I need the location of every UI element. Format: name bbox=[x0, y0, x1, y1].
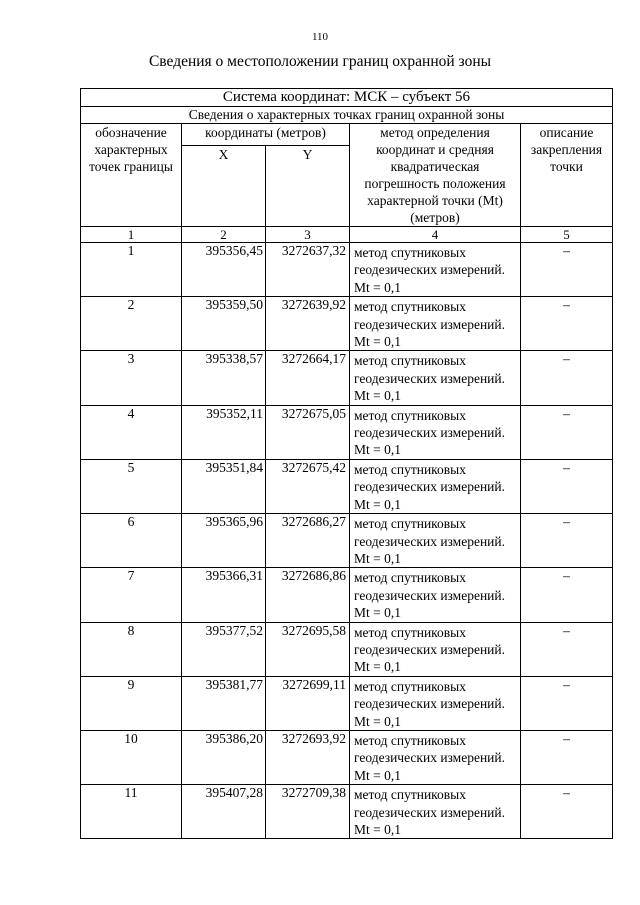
method-text: метод спутниковых геодезических измерений. Mt = 0,1 bbox=[350, 568, 521, 622]
description: – bbox=[521, 622, 613, 676]
method-text: метод спутниковых геодезических измерений. Mt = 0,1 bbox=[350, 676, 521, 730]
y-coordinate: 3272686,27 bbox=[266, 514, 350, 568]
description: – bbox=[521, 676, 613, 730]
x-coordinate: 395407,28 bbox=[182, 785, 266, 839]
page-number: 110 bbox=[311, 31, 329, 43]
point-number: 4 bbox=[81, 405, 182, 459]
method-text: метод спутниковых геодезических измерений. Mt = 0,1 bbox=[350, 622, 521, 676]
y-coordinate: 3272639,92 bbox=[266, 297, 350, 351]
document-title: Сведения о местоположении границ охранной зоны bbox=[148, 53, 492, 70]
table-row bbox=[81, 622, 613, 676]
x-coordinate: 395381,77 bbox=[182, 676, 266, 730]
y-coordinate: 3272693,92 bbox=[266, 730, 350, 784]
method-text: метод спутниковых геодезических измерений. Mt = 0,1 bbox=[350, 243, 521, 297]
description: – bbox=[521, 785, 613, 839]
method-text: метод спутниковых геодезических измерений. Mt = 0,1 bbox=[350, 514, 521, 568]
y-coordinate: 3272686,86 bbox=[266, 568, 350, 622]
column-number: 1 bbox=[81, 227, 182, 243]
table-row bbox=[81, 297, 613, 351]
table-row bbox=[81, 730, 613, 784]
method-text: метод спутниковых геодезических измерений. Mt = 0,1 bbox=[350, 297, 521, 351]
table-row bbox=[81, 459, 613, 513]
point-number: 11 bbox=[81, 785, 182, 839]
table-row bbox=[81, 514, 613, 568]
y-coordinate: 3272675,05 bbox=[266, 405, 350, 459]
method-text: метод спутниковых геодезических измерений. Mt = 0,1 bbox=[350, 785, 521, 839]
x-coordinate: 395365,96 bbox=[182, 514, 266, 568]
header-method: метод определения координат и средняя квадратическая погрешность положения характерной точки (Mt) (метров) bbox=[350, 124, 521, 227]
description: – bbox=[521, 568, 613, 622]
header-coordinates: координаты (метров) bbox=[182, 124, 350, 146]
x-coordinate: 395386,20 bbox=[182, 730, 266, 784]
header-y: Y bbox=[266, 145, 350, 226]
x-coordinate: 395359,50 bbox=[182, 297, 266, 351]
x-coordinate: 395377,52 bbox=[182, 622, 266, 676]
x-coordinate: 395366,31 bbox=[182, 568, 266, 622]
column-number: 5 bbox=[521, 227, 613, 243]
point-number: 6 bbox=[81, 514, 182, 568]
method-text: метод спутниковых геодезических измерений. Mt = 0,1 bbox=[350, 730, 521, 784]
table-row bbox=[81, 405, 613, 459]
table-row bbox=[81, 568, 613, 622]
description: – bbox=[521, 243, 613, 297]
x-coordinate: 395351,84 bbox=[182, 459, 266, 513]
y-coordinate: 3272709,38 bbox=[266, 785, 350, 839]
points-section-label: Сведения о характерных точках границ охранной зоны bbox=[81, 107, 613, 124]
description: – bbox=[521, 730, 613, 784]
header-point-designation: обозначение характерных точек границы bbox=[81, 124, 182, 227]
y-coordinate: 3272637,32 bbox=[266, 243, 350, 297]
point-number: 9 bbox=[81, 676, 182, 730]
description: – bbox=[521, 297, 613, 351]
x-coordinate: 395352,11 bbox=[182, 405, 266, 459]
point-number: 2 bbox=[81, 297, 182, 351]
point-number: 3 bbox=[81, 351, 182, 405]
y-coordinate: 3272695,58 bbox=[266, 622, 350, 676]
description: – bbox=[521, 514, 613, 568]
column-number: 4 bbox=[350, 227, 521, 243]
point-number: 7 bbox=[81, 568, 182, 622]
x-coordinate: 395338,57 bbox=[182, 351, 266, 405]
column-number: 2 bbox=[182, 227, 266, 243]
table-row bbox=[81, 243, 613, 297]
coordinate-system-label: Система координат: МСК – субъект 56 bbox=[81, 89, 613, 107]
point-number: 10 bbox=[81, 730, 182, 784]
method-text: метод спутниковых геодезических измерений. Mt = 0,1 bbox=[350, 405, 521, 459]
description: – bbox=[521, 459, 613, 513]
y-coordinate: 3272664,17 bbox=[266, 351, 350, 405]
y-coordinate: 3272675,42 bbox=[266, 459, 350, 513]
header-x: X bbox=[182, 145, 266, 226]
table-row bbox=[81, 785, 613, 839]
boundary-points-table bbox=[80, 88, 613, 839]
table-row bbox=[81, 676, 613, 730]
x-coordinate: 395356,45 bbox=[182, 243, 266, 297]
header-description: описание закрепления точки bbox=[521, 124, 613, 227]
method-text: метод спутниковых геодезических измерений. Mt = 0,1 bbox=[350, 459, 521, 513]
table-row bbox=[81, 351, 613, 405]
y-coordinate: 3272699,11 bbox=[266, 676, 350, 730]
description: – bbox=[521, 351, 613, 405]
method-text: метод спутниковых геодезических измерений. Mt = 0,1 bbox=[350, 351, 521, 405]
point-number: 1 bbox=[81, 243, 182, 297]
point-number: 5 bbox=[81, 459, 182, 513]
column-number: 3 bbox=[266, 227, 350, 243]
description: – bbox=[521, 405, 613, 459]
point-number: 8 bbox=[81, 622, 182, 676]
